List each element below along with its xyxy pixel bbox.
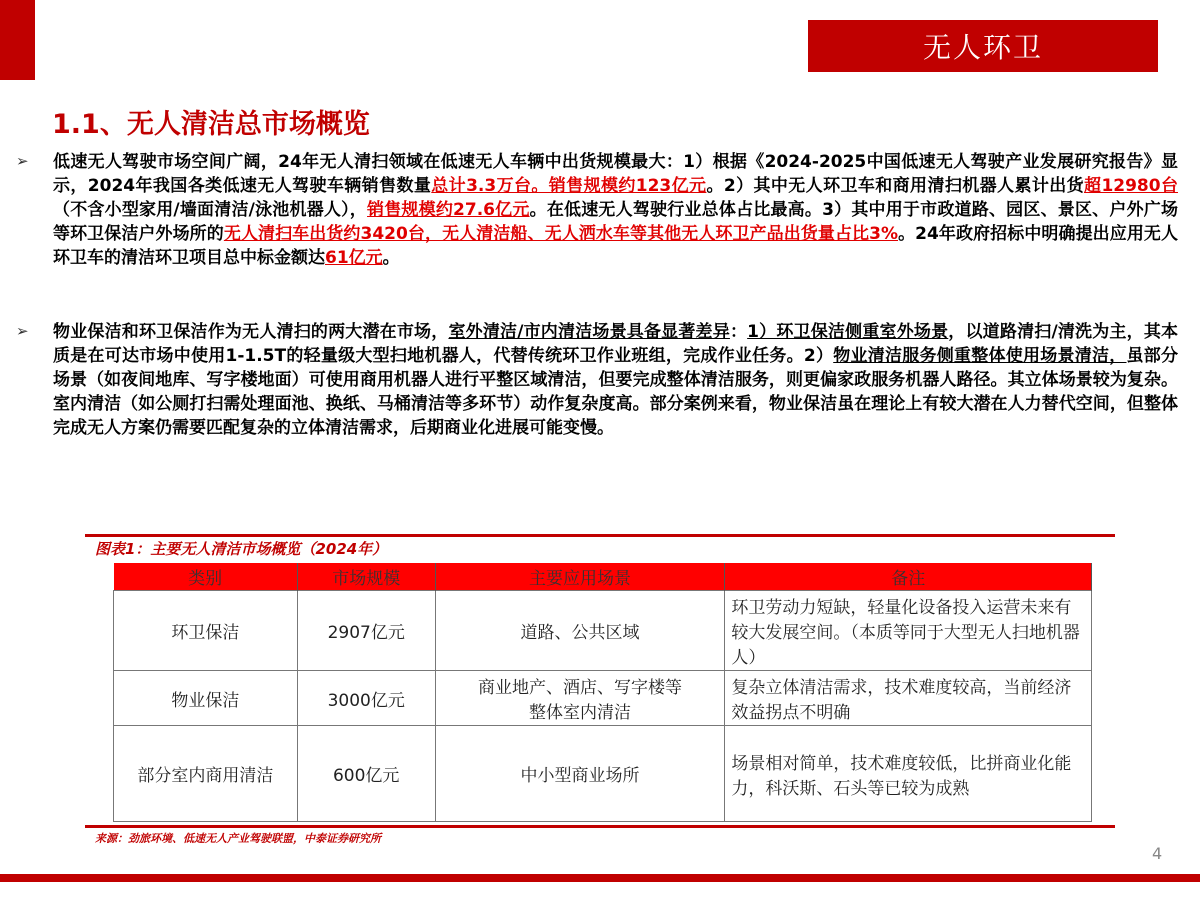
underlined: 物业清洁服务侧重整体使用场景清洁，: [833, 346, 1127, 366]
bullet-arrow-icon: ➢: [16, 322, 29, 340]
cell-category: 物业保洁: [114, 671, 298, 726]
source-note: 来源：劲旅环境、低速无人产业驾驶联盟，中泰证券研究所: [95, 832, 381, 845]
table-caption: 图表1：主要无人清洁市场概览（2024年）: [95, 540, 388, 558]
highlight: 销售规模约27.6亿元: [367, 200, 530, 220]
table-row: [114, 591, 1092, 671]
page-title: 1.1、无人清洁总市场概览: [52, 109, 370, 140]
section-tag: [808, 20, 1158, 72]
text: （不含小型家用/墙面清洁/泳池机器人），: [53, 200, 368, 220]
bottom-accent-bar: [0, 874, 1200, 882]
page-number: 4: [1152, 844, 1163, 863]
text: 。在低速无人驾驶行业总体占比最高。3）其中用于市政道路、园区、景区、户外广场等环卫保洁户外场所的: [53, 200, 1179, 244]
column-header: 主要应用场景: [435, 563, 725, 591]
paragraph-2: [53, 320, 1178, 440]
highlight: 61亿元: [325, 248, 383, 268]
cell-market-size: 3000亿元: [297, 671, 435, 726]
cell-market-size: 600亿元: [297, 726, 435, 822]
highlight: 超12980台: [1084, 176, 1178, 196]
cell-scenario: 中小型商业场所: [435, 726, 725, 822]
text: ，以道路清扫/清洗为主，其本质是在可达市场中使用1-1.5T的轻量级大型扫地机器人，代替传统环卫作业班组，完成作业任务。2）: [53, 322, 1179, 366]
market-table: [113, 563, 1092, 822]
column-header: 类别: [114, 563, 298, 591]
cell-note: 场景相对简单，技术难度较低，比拼商业化能力，科沃斯、石头等已较为成熟: [725, 726, 1092, 822]
cell-note: 环卫劳动力短缺，轻量化设备投入运营未来有较大发展空间。（本质等同于大型无人扫地机器人）: [725, 591, 1092, 671]
table-top-rule: [85, 534, 1115, 537]
text: ：: [729, 322, 748, 342]
table-row: [114, 726, 1092, 822]
column-header: 备注: [725, 563, 1092, 591]
paragraph-1: [53, 150, 1178, 270]
table-bottom-rule: [85, 825, 1115, 828]
cell-market-size: 2907亿元: [297, 591, 435, 671]
left-accent-bar: [0, 0, 35, 80]
section-tag-label: 无人环卫: [922, 31, 1043, 64]
highlight: 无人清扫车出货约3420台，无人清洁船、无人洒水车等其他无人环卫产品出货量占比3%: [223, 224, 899, 244]
highlight: 总计3.3万台。销售规模约123亿元: [431, 176, 707, 196]
text: 低速无人驾驶市场空间广阔，24年无人清扫领域在低速无人车辆中出货规模最大：1）根据《2024-2025中国低速无人驾驶产业发展研究报告》显示，2024年我国各类低速无人驾驶车辆销售数量: [53, 152, 1178, 196]
cell-category: 环卫保洁: [114, 591, 298, 671]
table-row: [114, 671, 1092, 726]
cell-category: 部分室内商用清洁: [114, 726, 298, 822]
column-header: 市场规模: [297, 563, 435, 591]
cell-note: 复杂立体清洁需求，技术难度较高，当前经济效益拐点不明确: [725, 671, 1092, 726]
text: 。24年政府招标中明确提出应用无人环卫车的清洁环卫项目总中标金额达: [53, 224, 1178, 268]
text: 。2）其中无人环卫车和商用清扫机器人累计出货: [706, 176, 1085, 196]
text: 。: [382, 248, 400, 268]
underlined: 1）环卫保洁侧重室外场景: [747, 322, 949, 342]
text: 虽部分场景（如夜间地库、写字楼地面）可使用商用机器人进行平整区域清洁，但要完成整体清洁服务，则更偏家政服务机器人路径。其立体场景较为复杂。室内清洁（如公厕打扫需处理面池、换纸、马桶清洁等多环节）动作复杂度高。部分案例来看，物业保洁虽在理论上有较大潜在人力替代空间，但整体完成无人方案仍需要匹配复杂的立体清洁需求，后期商业化进展可能变慢。: [53, 346, 1179, 438]
underlined: 室外清洁/市内清洁场景具备显著差异: [448, 322, 730, 342]
table-header: [114, 563, 1092, 591]
text: 物业保洁和环卫保洁作为无人清扫的两大潜在市场，: [53, 322, 449, 342]
cell-scenario: 道路、公共区域: [435, 591, 725, 671]
cell-scenario: 商业地产、酒店、写字楼等整体室内清洁: [435, 671, 725, 726]
bullet-arrow-icon: ➢: [16, 152, 29, 170]
